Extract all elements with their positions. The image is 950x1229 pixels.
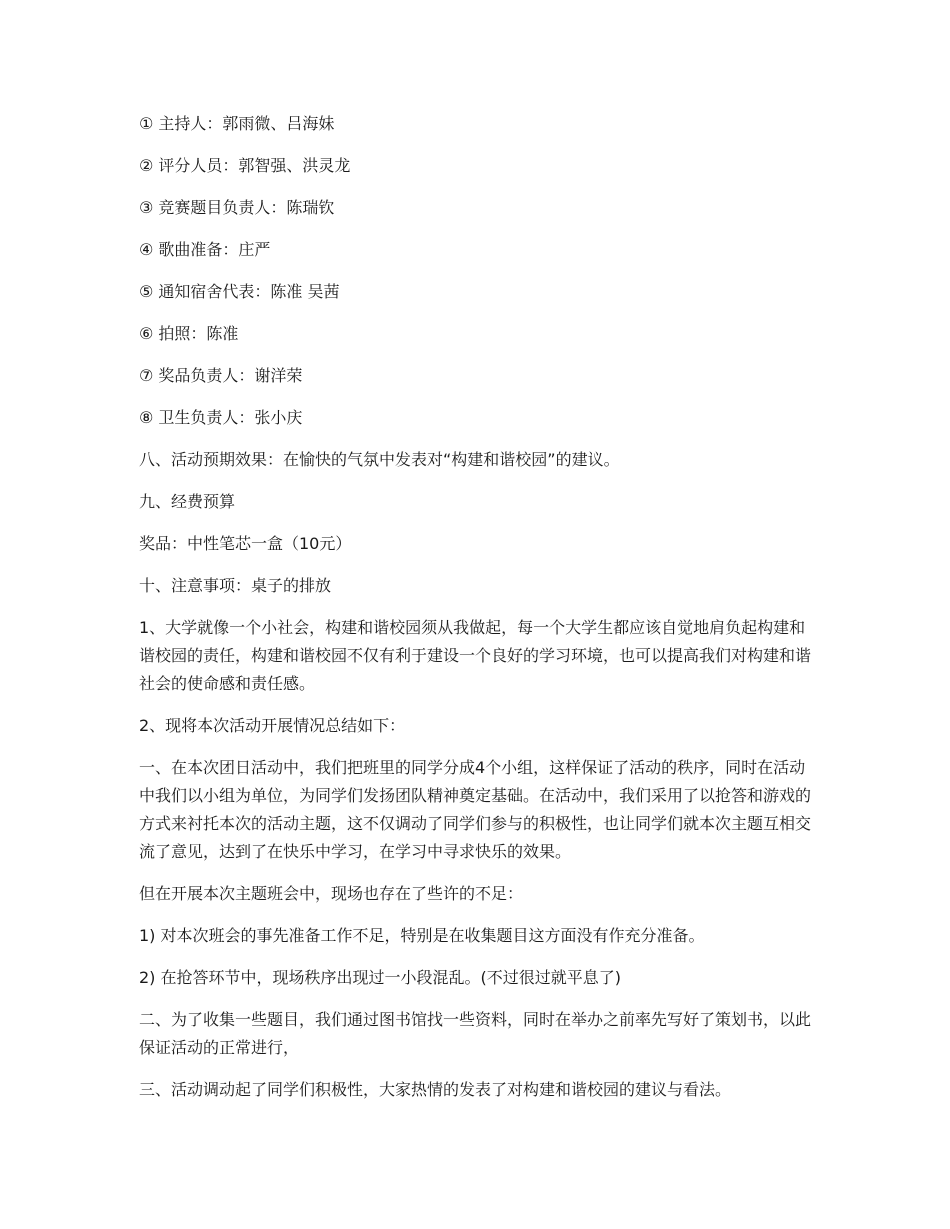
paragraph-shortcoming-one: 1) 对本次班会的事先准备工作不足，特别是在收集题目这方面没有作充分准备。: [139, 926, 705, 945]
role-item-dorm-notice: ⑤ 通知宿舍代表：陈准 吴茜: [139, 282, 340, 301]
role-item-questions: ③ 竞赛题目负责人：陈瑞钦: [139, 198, 335, 217]
section-notes-heading: 十、注意事项：桌子的排放: [139, 576, 332, 595]
role-item-judges: ② 评分人员：郭智强、洪灵龙: [139, 156, 351, 175]
paragraph-summary-two: 二、为了收集一些题目，我们通过图书馆找一些资料，同时在举办之前率先写好了策划书，以此保证活动的正常进行，: [139, 1010, 812, 1057]
section-expected-effect: 八、活动预期效果：在愉快的气氛中发表对“构建和谐校园”的建议。: [139, 450, 620, 469]
role-item-hygiene: ⑧ 卫生负责人：张小庆: [139, 408, 303, 427]
paragraph-campus-harmony: 1、大学就像一个小社会，构建和谐校园须从我做起，每一个大学生都应该自觉地肩负起构建和谐校园的责任，构建和谐校园不仅有利于建设一个良好的学习环境，也可以提高我们对构建和谐社会的使命感和责任感。: [139, 618, 812, 693]
paragraph-shortcomings: 但在开展本次主题班会中，现场也存在了些许的不足：: [139, 884, 524, 903]
paragraph-summary-one: 一、在本次团日活动中，我们把班里的同学分成4个小组，这样保证了活动的秩序，同时在活动中我们以小组为单位，为同学们发扬团队精神奠定基础。在活动中，我们采用了以抢答和游戏的方式来衬托本次的活动主题，这不仅调动了同学们参与的积极性，也让同学们就本次主题互相交流了意见，达到了在快乐中学习，在学习中寻求快乐的效果。: [139, 758, 812, 861]
role-item-prizes: ⑦ 奖品负责人：谢洋荣: [139, 366, 303, 385]
paragraph-shortcoming-two: 2) 在抢答环节中，现场秩序出现过一小段混乱。(不过很过就平息了): [139, 968, 621, 987]
document-body: [139, 110, 819, 1104]
section-budget-heading: 九、经费预算: [139, 492, 236, 511]
paragraph-summary-three: 三、活动调动起了同学们积极性，大家热情的发表了对构建和谐校园的建议与看法。: [139, 1080, 732, 1099]
role-list: [139, 110, 819, 432]
paragraph-summary-intro: 2、现将本次活动开展情况总结如下：: [139, 716, 406, 735]
role-item-host: ① 主持人：郭雨微、吕海妹: [139, 114, 335, 133]
role-item-songs: ④ 歌曲准备：庄严: [139, 240, 271, 259]
budget-prize-item: 奖品：中性笔芯一盒（10元）: [139, 534, 352, 553]
role-item-photo: ⑥ 拍照：陈准: [139, 324, 239, 343]
